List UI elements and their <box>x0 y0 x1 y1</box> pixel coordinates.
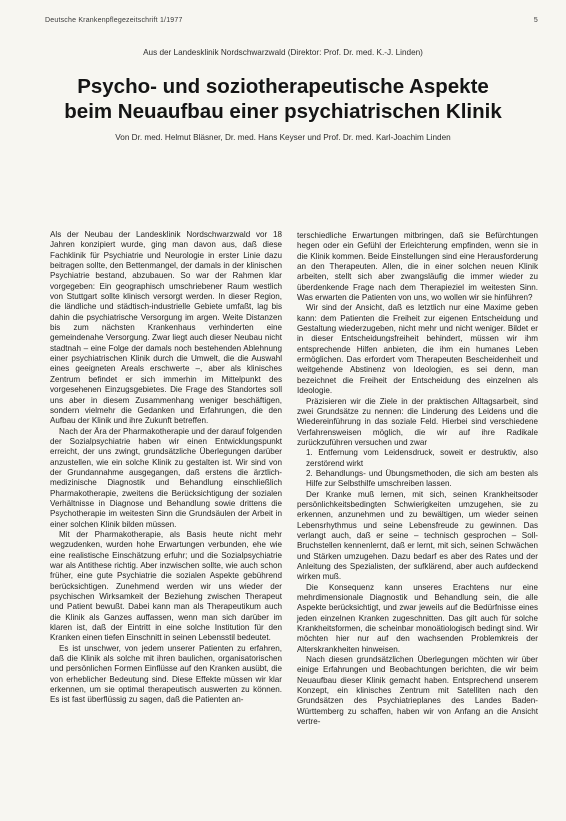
title-line-2: beim Neuaufbau einer psychiatrischen Klinik <box>64 100 502 123</box>
paragraph: Die Konsequenz kann unseres Erachtens nur eine mehrdimensionale Diagnostik und Behandlung sein, die alle Aspekte berücksichtigt, und zwar jeweils auf die Bedürfnisse eines jeden einzelnen Kranken zugeschnitten. Das gilt auch für solche Krankheitsformen, die scheinbar monoätiologisch bedingt sind. Wir möchten hier nur auf den wachsenden Problemkreis der Alterskrankheiten hinweisen. <box>297 582 538 654</box>
paragraph: Nach der Ära der Pharmakotherapie und der darauf folgenden der Sozialpsychiatrie haben wir einen Entwicklungspunkt erreicht, der uns zwingt, grundsätzliche Überlegungen darüber anzustellen, wie ein solche Klinik zu gestalten ist. Wir sind von der Grundannahme ausgegangen, daß erstens die ärztlich-medizinische Diagnostik und Behandlung einschließlich Pharmakotherapie, zweitens die Berücksichtigung der sozialen Verhältnisse in Diagnose und Behandlung sowie drittens die Psychotherapie im weitesten Sinn die Grundsäulen der Arbeit in einer solchen Klinik bilden müssen. <box>50 426 282 529</box>
list-item: 1. Entfernung vom Leidensdruck, soweit er destruktiv, also zerstörend wirkt <box>306 448 538 468</box>
list-item: 2. Behandlungs- und Übungsmethoden, die sich am besten als Hilfe zur Selbsthilfe umschreiben lassen. <box>306 468 538 489</box>
paragraph: Es ist unschwer, von jedem unserer Patienten zu erfahren, daß die Klinik als solche mit ihren baulichen, organisatorischen und persönlichen Formen Einflüsse auf den Kranken ausübt, die von erheblicher Bedeutung sind. Diese Effekte müssen wir klar erkennen, um sie optimal therapeutisch auswerten zu können. Es ist fast überflüssig zu sagen, daß die Patienten an- <box>50 643 282 705</box>
left-column <box>50 230 282 706</box>
paragraph: Präzisieren wir die Ziele in der praktischen Alltagsarbeit, sind zwei Grundsätze zu nennen: die Linderung des Leidens und die Wiedereinführung in das soziale Feld. Hierbei sind verschiedene Verfahrensweisen möglich, die wir auf ihre Radikale zurückzuführen versuchen und zwar <box>297 396 538 447</box>
article-title <box>20 74 546 124</box>
paragraph: Mit der Pharmakotherapie, als Basis heute nicht mehr wegzudenken, wurden hohe Erwartungen verbunden, ehe wie eine realistische Einschätzung erfuhr; und die Sozialpsychiatrie war als Antithese richtig. Aber inzwischen sollte, wie auch schon früher, eine gute Psychiatrie die sozialen Aspekte gebührend berücksichtigen. Zunehmend werden wir uns wieder der psychischen Wirksamkeit der Beziehung zwischen Therapeut und Patient bewußt. Dabei kann man als Therapeutikum auch die Klinik als Ganzes auffassen, wenn man sich darüber im klaren ist, daß der Eintritt in eine solche Institution für den Kranken einen tiefen Einschnitt in seinen Lebensstil bedeutet. <box>50 529 282 643</box>
affiliation-line: Aus der Landesklinik Nordschwarzwald (Direktor: Prof. Dr. med. K.-J. Linden) <box>143 48 423 57</box>
running-header <box>45 17 538 24</box>
author-line: Von Dr. med. Helmut Bläsner, Dr. med. Hans Keyser und Prof. Dr. med. Karl-Joachim Linden <box>115 133 451 142</box>
paragraph: Als der Neubau der Landesklinik Nordschwarzwald vor 18 Jahren konzipiert wurde, ging man davon aus, daß diese Fachklinik für Psychiatrie und Neurologie in erster Linie dazu beitragen sollte, den Bettenmangel, der damals in der klinischen Psychiatrie bestand, abzubauen. So war der Rahmen klar vorgegeben: Ein geographisch umschriebener Raum westlich von Stuttgart sollte klinisch versorgt werden. In dieser Region, die ländliche und städtisch-industrielle Gebiete umfaßt, lag bis dahin die psychiatrische Versorgung im argen. Weite Distanzen bis zum nächsten Krankenhaus verhinderten eine gemeindenahe Versorgung. Zwar liegt auch dieser Neubau nicht stadtnah – eine Folge der damals noch bestehenden Ablehnung einer psychiatrischen Klinik durch die Umwelt, die die Auswahl eines geeigneten Areals erschwerte –, aber als klinisches Zentrum befindet er sich immerhin im Mittelpunkt des vorgesehenen Einzugsgebietes. Die Frage des Standortes soll uns aber in diesem Zusammenhang weniger beschäftigen, sondern vielmehr die Gedanken und Erfahrungen, die den Aufbau der Klinik und ihre Zukunft betreffen. <box>50 230 282 426</box>
paragraph: Nach diesen grundsätzlichen Überlegungen möchten wir über einige Erfahrungen und Beobachtungen berichten, die wir beim Neuaufbau dieser Klinik gemacht haben. Entsprechend unserem Konzept, ein klinisches Zentrum mit Satelliten nach den Grundsätzen des Psychiatrieplanes des Landes Baden-Württemberg zu schaffen, haben wir von Anfang an die Ansicht vertre- <box>297 655 538 727</box>
title-line-1: Psycho- und soziotherapeutische Aspekte <box>77 75 489 98</box>
paragraph: Wir sind der Ansicht, daß es letztlich nur eine Maxime geben kann: dem Patienten die Freiheit zur eigenen Entscheidung und Gestaltung wiederzugeben, nicht mehr und nicht weniger. Bildet er in dieser Entscheidungsfreiheit behindert, müssen wir ihm entsprechende Hilfen anbieten, die ihm ein humanes Leben ermöglichen. Das erfordert vom Therapeuten Bescheidenheit und weitgehende Abstinenz von Ideologien, es sei denn, man bezeichnet die Freiheit der Entscheidung des einzelnen als Ideologie. <box>297 303 538 396</box>
right-column <box>297 231 538 728</box>
page-number: 5 <box>533 17 538 24</box>
journal-name: Deutsche Krankenpflegezeitschrift 1/1977 <box>45 17 183 24</box>
paragraph: Der Kranke muß lernen, mit sich, seinen Krankheitsoder persönlichkeitsbedingten Schwierigkeiten umzugehen, sie zu erkennen, anzunehmen und zu bewältigen, um wieder seinen Lebensrhythmus und seine Lebensfreude zu gewinnen. Das verlangt auch, daß er seine – technisch gesprochen – Soll-Bruchstellen kennenlernt, daß er lernt, mit sich, seinen Schwächen und Stärken umzugehen. Dazu bedarf es aber des Rates und der Anleitung des Spezialisten, der sufklärend, aber auch aufdeckend wirken muß. <box>297 489 538 582</box>
paragraph: terschiedliche Erwartungen mitbringen, daß sie Befürchtungen hegen oder ein Gefühl der Erleichterung empfinden, wenn sie in die Klinik kommen. Beide Einstellungen sind eine Herausforderung an den Therapeuten. Allen, die in einer solchen neuen Klinik arbeiten, stellt sich aber zwangsläufig die immer wieder zu überdenkende Frage nach dem Therapieziel im weitesten Sinn. Was erwarten die Patienten von uns, wo wollen wir sie hinführen? <box>297 231 538 303</box>
